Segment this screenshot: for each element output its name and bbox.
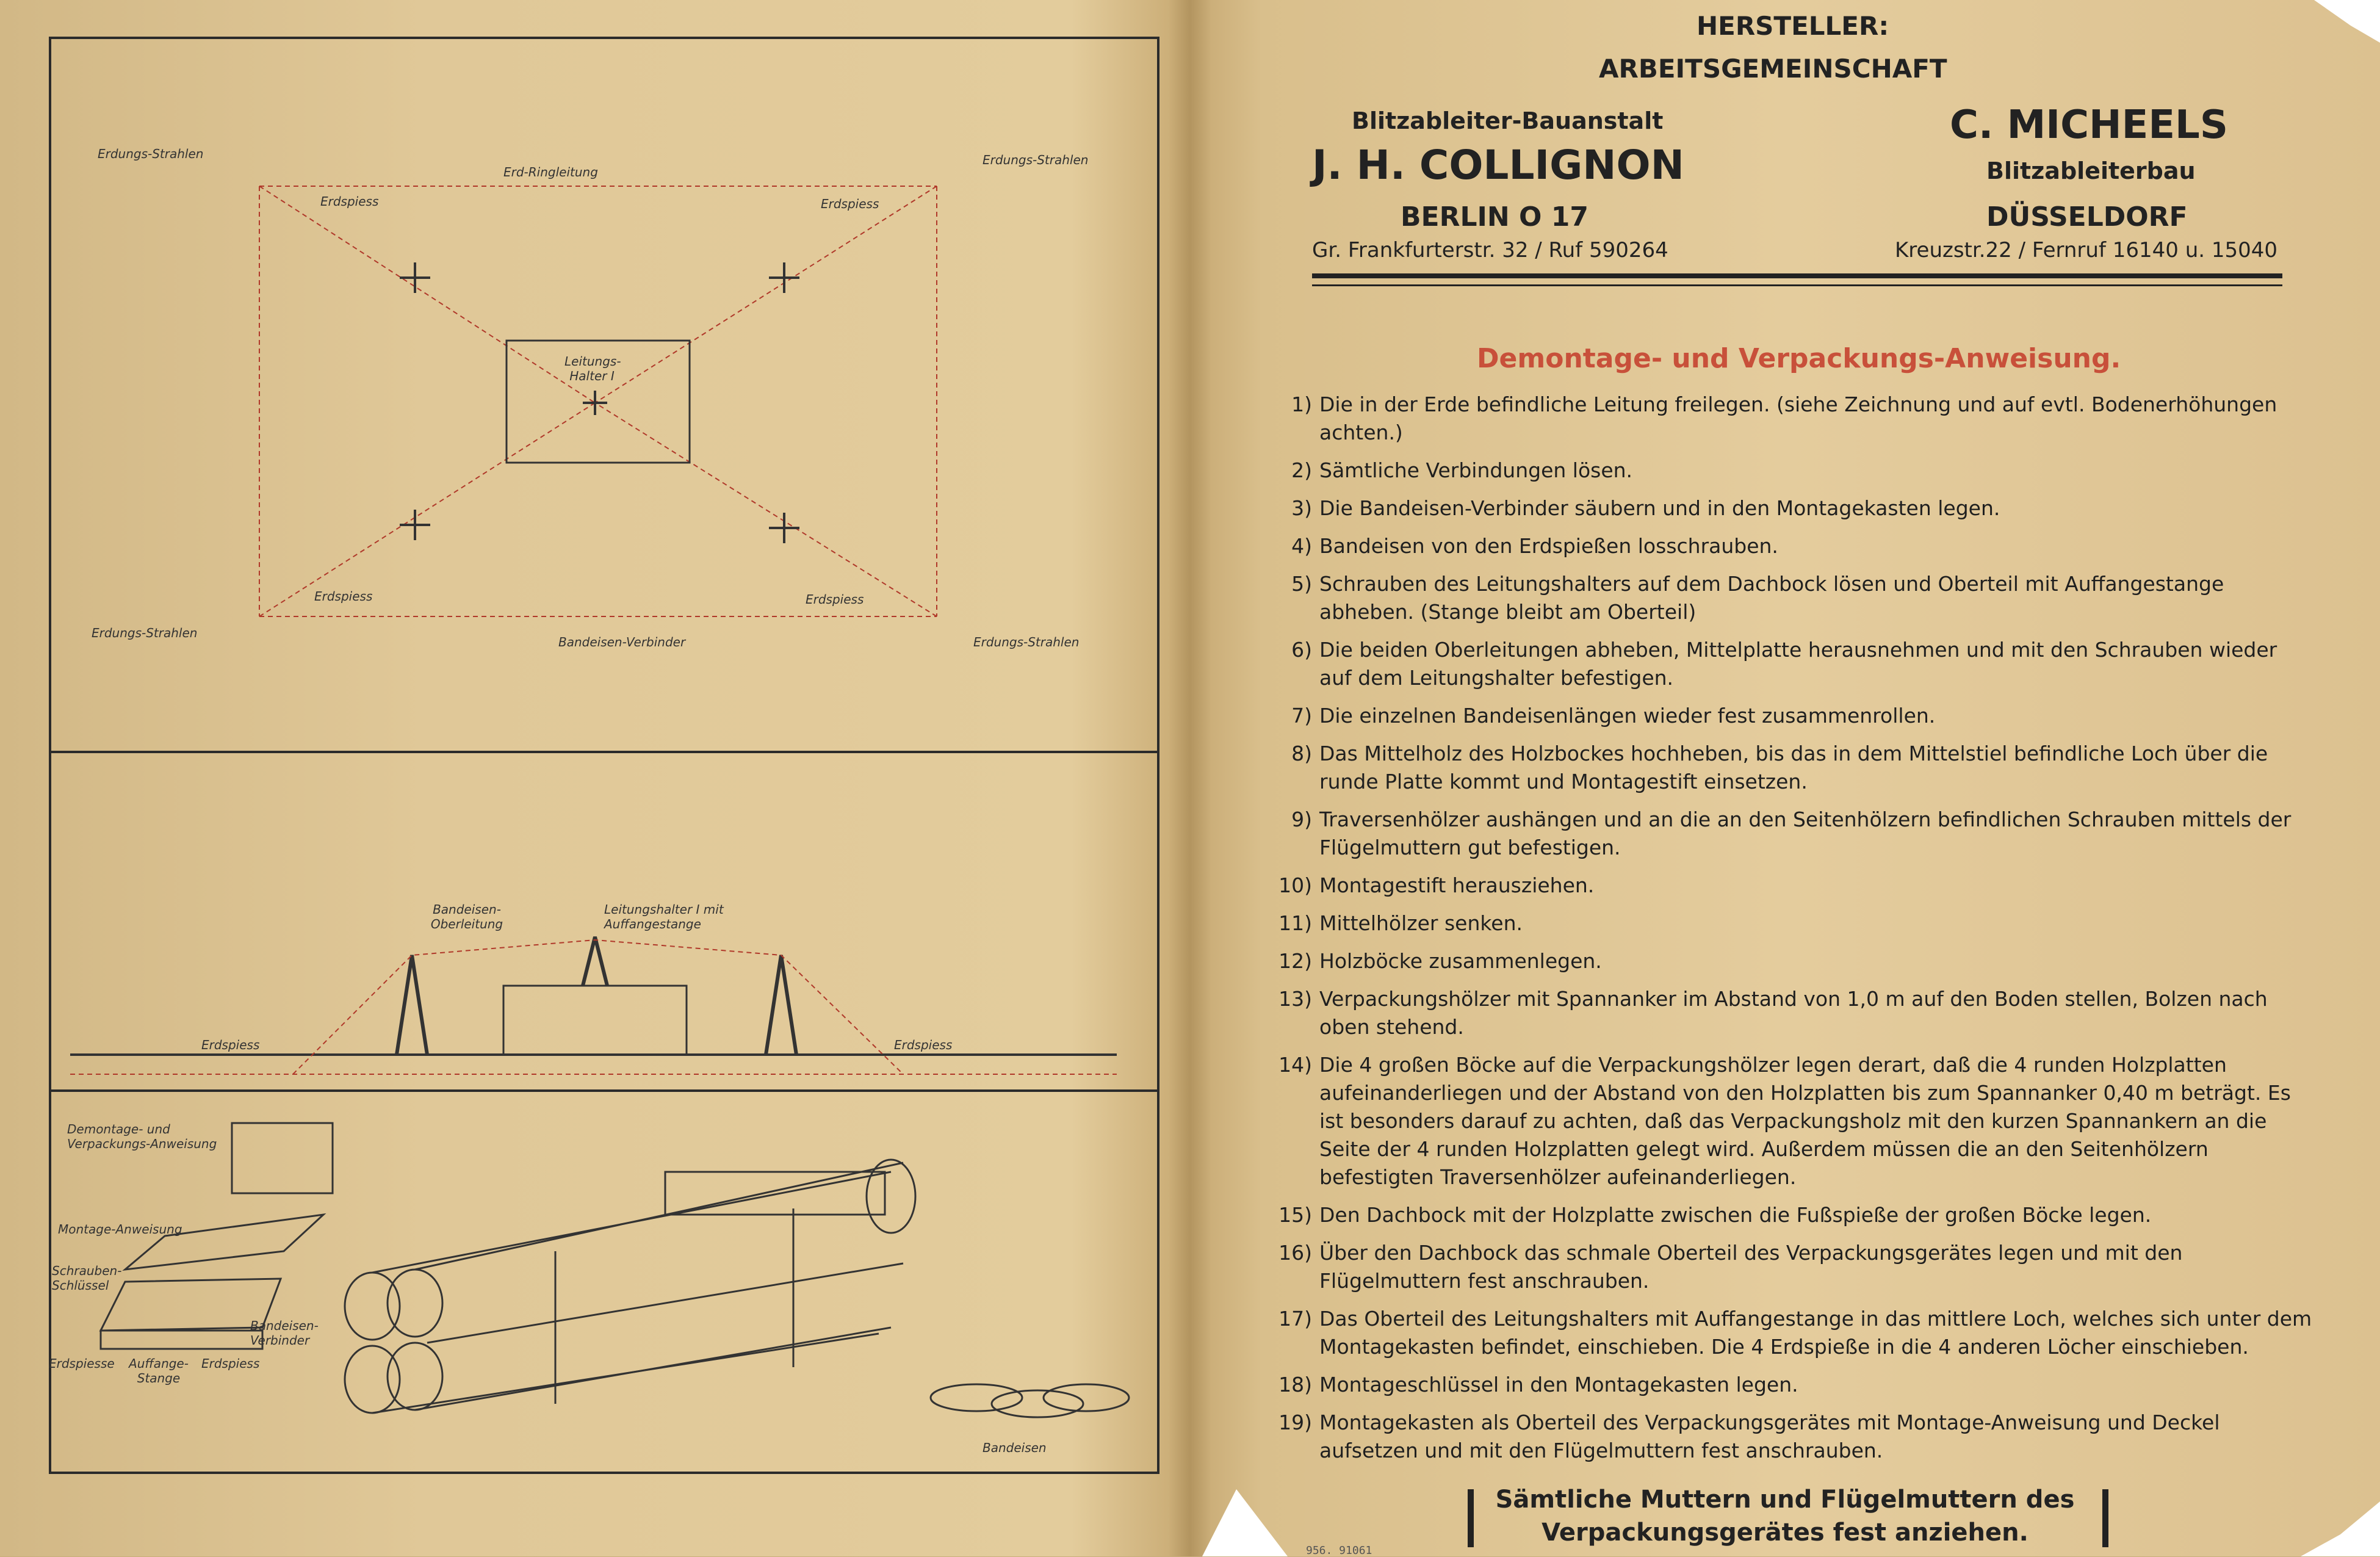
- header-arbeitsgemeinschaft: ARBEITSGEMEINSCHAFT: [1599, 54, 1947, 84]
- header-hersteller: HERSTELLER:: [1697, 11, 1889, 41]
- step-number: 5): [1291, 572, 1312, 596]
- right-company-city: DÜSSELDORF: [1986, 201, 2188, 233]
- right-company-name: C. MICHEELS: [1950, 103, 2228, 148]
- footer-line-1: Sämtliche Muttern und Flügelmuttern des: [1495, 1486, 2075, 1514]
- footer-line-2: Verpackungsgerätes fest anziehen.: [1542, 1519, 2028, 1547]
- label-erdspiess-2: Erdspiess: [821, 197, 879, 211]
- label-erdspiesse: Erdspiesse: [49, 1356, 115, 1371]
- label-bandeisen-verbinder: Bandeisen-Verbinder: [558, 635, 686, 649]
- step-number: 10): [1278, 873, 1312, 897]
- technical-drawing: [0, 0, 1190, 1556]
- left-company-subtitle: Blitzableiter-Bauanstalt: [1352, 107, 1664, 134]
- step-text: Den Dachbock mit der Holzplatte zwischen die Fußspieße der großen Böcke legen.: [1319, 1203, 2152, 1227]
- instruction-step: [1269, 740, 2313, 796]
- label-bandeisen: Bandeisen: [983, 1440, 1047, 1455]
- step-text: Die einzelnen Bandeisenlängen wieder fest zusammenrollen.: [1319, 704, 1936, 728]
- step-number: 1): [1291, 392, 1312, 416]
- label-leitungshalter-auffang: Leitungshalter I mit Auffangestange: [604, 902, 724, 931]
- step-number: 15): [1278, 1203, 1312, 1227]
- erdspiess-crosses: [400, 262, 799, 543]
- step-number: 14): [1278, 1053, 1312, 1077]
- step-number: 19): [1278, 1411, 1312, 1434]
- label-erd-ringleitung: Erd-Ringleitung: [503, 165, 598, 179]
- step-number: 18): [1278, 1373, 1312, 1396]
- label-leitungshalter: Leitungs-Halter I: [564, 354, 621, 383]
- label-erdungs-strahlen-bl: Erdungs-Strahlen: [92, 626, 198, 640]
- instruction-step: [1269, 1201, 2313, 1229]
- instruction-step: [1269, 391, 2313, 447]
- step-text: Verpackungshölzer mit Spannanker im Abstand von 1,0 m auf den Boden stellen, Bolzen nach oben stehend.: [1319, 987, 2268, 1039]
- step-number: 6): [1291, 638, 1312, 662]
- instruction-step: [1269, 947, 2313, 975]
- step-number: 9): [1291, 807, 1312, 831]
- label-erdspiess-pack: Erdspiess: [201, 1356, 260, 1371]
- instruction-step: [1269, 1051, 2313, 1191]
- elevation-view: [70, 937, 1117, 1074]
- step-number: 11): [1278, 911, 1312, 935]
- step-text: Bandeisen von den Erdspießen losschrauben.: [1319, 534, 1778, 558]
- step-text: Die in der Erde befindliche Leitung freilegen. (siehe Zeichnung und auf evtl. Bodenerhöhungen achten.): [1319, 392, 2277, 444]
- packing-view: [101, 1123, 1129, 1417]
- step-text: Holzböcke zusammenlegen.: [1319, 949, 1602, 973]
- label-bandeisen-verbinder-2: Bandeisen-Verbinder: [250, 1318, 319, 1348]
- step-text: Die Bandeisen-Verbinder säubern und in den Montagekasten legen.: [1319, 496, 2000, 520]
- step-number: 2): [1291, 458, 1312, 482]
- instruction-step: [1269, 872, 2313, 900]
- label-erdspiess-1: Erdspiess: [320, 194, 379, 209]
- label-montage-anweisung: Montage-Anweisung: [58, 1222, 182, 1237]
- step-number: 8): [1291, 742, 1312, 765]
- instruction-step: [1269, 1305, 2313, 1361]
- instruction-step: [1269, 636, 2313, 692]
- label-erdspiess-elev-left: Erdspiess: [201, 1038, 260, 1052]
- label-demontage-anweisung: Demontage- und Verpackungs-Anweisung: [67, 1122, 217, 1151]
- instruction-step: [1269, 1239, 2313, 1295]
- step-text: Über den Dachbock das schmale Oberteil des Verpackungsgerätes legen und mit den Flügelmuttern fest anschrauben.: [1319, 1241, 2183, 1293]
- right-company-subtitle: Blitzableiterbau: [1986, 157, 2196, 184]
- step-text: Das Oberteil des Leitungshalters mit Auffangestange in das mittlere Loch, welches sich unter dem Montagekasten befindet, einschieben. Die 4 Erdspieße in die 4 anderen Löcher einschieben.: [1319, 1307, 2312, 1359]
- instruction-step: [1269, 1371, 2313, 1399]
- left-company-name: J. H. COLLIGNON: [1312, 142, 1684, 189]
- label-erdspiess-3: Erdspiess: [314, 589, 373, 604]
- instruction-step: [1269, 570, 2313, 626]
- plan-view: [259, 186, 937, 616]
- step-number: 17): [1278, 1307, 1312, 1331]
- instruction-step: [1269, 457, 2313, 485]
- step-number: 7): [1291, 704, 1312, 728]
- left-company-city: BERLIN O 17: [1401, 201, 1588, 233]
- label-erdungs-strahlen-tl: Erdungs-Strahlen: [98, 146, 204, 161]
- step-number: 12): [1278, 949, 1312, 973]
- step-text: Die beiden Oberleitungen abheben, Mittelplatte herausnehmen und mit den Schrauben wieder auf dem Leitungshalter befestigen.: [1319, 638, 2277, 690]
- step-number: 16): [1278, 1241, 1312, 1265]
- instruction-title: Demontage- und Verpackungs-Anweisung.: [1477, 343, 2121, 374]
- instruction-step: [1269, 985, 2313, 1041]
- instruction-step: [1269, 1409, 2313, 1465]
- label-erdspiess-elev-right: Erdspiess: [894, 1038, 953, 1052]
- footer-note: [1465, 1483, 2105, 1549]
- label-erdungs-strahlen-br: Erdungs-Strahlen: [973, 635, 1080, 649]
- label-erdspiess-4: Erdspiess: [806, 592, 864, 607]
- step-text: Die 4 großen Böcke auf die Verpackungshölzer legen derart, daß die 4 runden Holzplatten aufeinanderliegen und der Abstand von den Holzplatten bis zum Spannanker 0,40 m beträgt. Es ist besonders darauf zu achten, daß das Verpackungsholz mit den kurzen Spannankern an die Seite der 4 runden Holzplatten gelegt wird. Außerdem müssen die an den Seitenhölzern befestigten Traversenhölzer aufeinanderliegen.: [1319, 1053, 2291, 1189]
- label-erdungs-strahlen-tr: Erdungs-Strahlen: [983, 153, 1089, 167]
- step-number: 4): [1291, 534, 1312, 558]
- header-rule-thin: [1312, 284, 2282, 286]
- instruction-steps: [1269, 391, 2313, 1475]
- step-text: Mittelhölzer senken.: [1319, 911, 1523, 935]
- instruction-step: [1269, 806, 2313, 862]
- step-text: Sämtliche Verbindungen lösen.: [1319, 458, 1633, 482]
- step-number: 13): [1278, 987, 1312, 1011]
- step-text: Schrauben des Leitungshalters auf dem Dachbock lösen und Oberteil mit Auffangestange abheben. (Stange bleibt am Oberteil): [1319, 572, 2224, 624]
- step-text: Montagekasten als Oberteil des Verpackungsgerätes mit Montage-Anweisung und Deckel aufsetzen und mit den Flügelmuttern fest anschrauben.: [1319, 1411, 2220, 1462]
- instruction-step: [1269, 532, 2313, 560]
- instruction-step: [1269, 909, 2313, 937]
- label-schraubenschluessel: Schrauben-Schlüssel: [52, 1263, 122, 1293]
- step-number: 3): [1291, 496, 1312, 520]
- left-company-address: Gr. Frankfurterstr. 32 / Ruf 590264: [1312, 238, 1668, 262]
- print-code: 956. 91061: [1306, 1544, 1372, 1557]
- step-text: Montagestift herausziehen.: [1319, 873, 1595, 897]
- header-rule-thick: [1312, 273, 2282, 278]
- instruction-step: [1269, 702, 2313, 730]
- label-bandeisen-oberleitung: Bandeisen-Oberleitung: [430, 902, 503, 931]
- step-text: Das Mittelholz des Holzbockes hochheben, bis das in dem Mittelstiel befindliche Loch über die runde Platte kommt und Montagestift einsetzen.: [1319, 742, 2268, 793]
- step-text: Montageschlüssel in den Montagekasten legen.: [1319, 1373, 1798, 1396]
- right-company-address: Kreuzstr.22 / Fernruf 16140 u. 15040: [1895, 238, 2278, 262]
- label-auffangestange: Auffange-Stange: [129, 1356, 189, 1385]
- instruction-step: [1269, 494, 2313, 522]
- step-text: Traversenhölzer aushängen und an die an den Seitenhölzern befindlichen Schrauben mittels der Flügelmuttern gut befestigen.: [1319, 807, 2292, 859]
